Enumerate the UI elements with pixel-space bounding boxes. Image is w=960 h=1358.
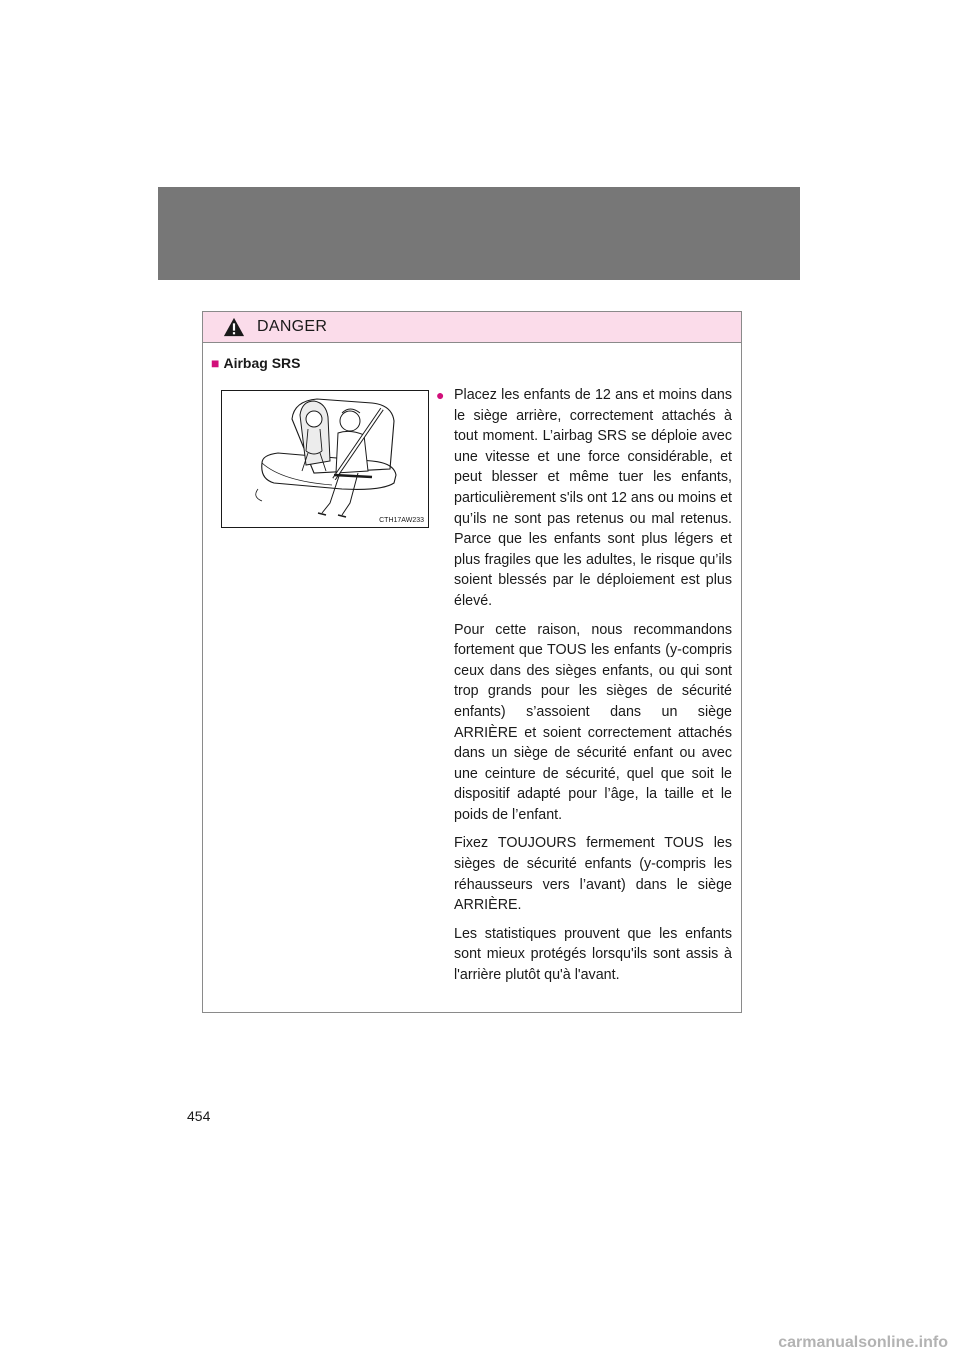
figure-caption: CTH17AW233 bbox=[379, 517, 424, 524]
paragraph: Les statistiques prouvent que les enfants sont mieux protégés lorsqu'ils sont assis à l'arrière plutôt qu'à l'avant. bbox=[454, 925, 732, 984]
header-band bbox=[158, 187, 800, 280]
paragraph: Pour cette raison, nous recommandons fortement que TOUS les enfants (y-compris ceux dans des sièges enfants, ou qui sont trop grands pour les sièges de sécurité enfants) s’assoient dans un siège ARRIÈRE et soient correctement attachés dans un siège de sécurité enfant ou avec une ceinture de sécurité, quel que soit le dispositif adapté pour l’âge, la taille et le poids de l’enfant. bbox=[454, 621, 732, 823]
section-heading bbox=[211, 355, 300, 371]
bullet-paragraph-text: Placez les enfants de 12 ans et moins dans le siège arrière, correctement attachés à tout moment. L’airbag SRS se déploie avec une vitesse et une force considérable, et peut blesser et même tuer les enfants, particulièrement s'ils ont 12 ans ou moins et qu’ils ne sont pas retenus ou mal retenus. Parce que les enfants sont plus légers et plus fragiles que les adultes, le risque qu’ils soient blessés par le déploiement est plus élevé. bbox=[454, 387, 732, 609]
page-number: 454 bbox=[187, 1108, 211, 1124]
danger-text bbox=[436, 385, 732, 994]
child-seat-illustration-icon bbox=[222, 391, 428, 527]
danger-box bbox=[202, 311, 742, 1013]
section-heading-text: Airbag SRS bbox=[223, 355, 301, 371]
child-seat-illustration bbox=[221, 390, 429, 528]
paragraph: Fixez TOUJOURS fermement TOUS les sièges de sécurité enfants (y-compris les réhausseurs vers l’avant) dans le siège ARRIÈRE. bbox=[454, 835, 732, 914]
bullet-paragraph bbox=[436, 385, 732, 612]
square-bullet-icon: ■ bbox=[211, 355, 220, 371]
danger-header bbox=[203, 312, 741, 343]
warning-icon bbox=[223, 316, 245, 338]
danger-title: DANGER bbox=[257, 318, 328, 335]
watermark[interactable]: carmanualsonline.info bbox=[778, 1334, 948, 1351]
circle-bullet-icon: ● bbox=[436, 387, 445, 403]
